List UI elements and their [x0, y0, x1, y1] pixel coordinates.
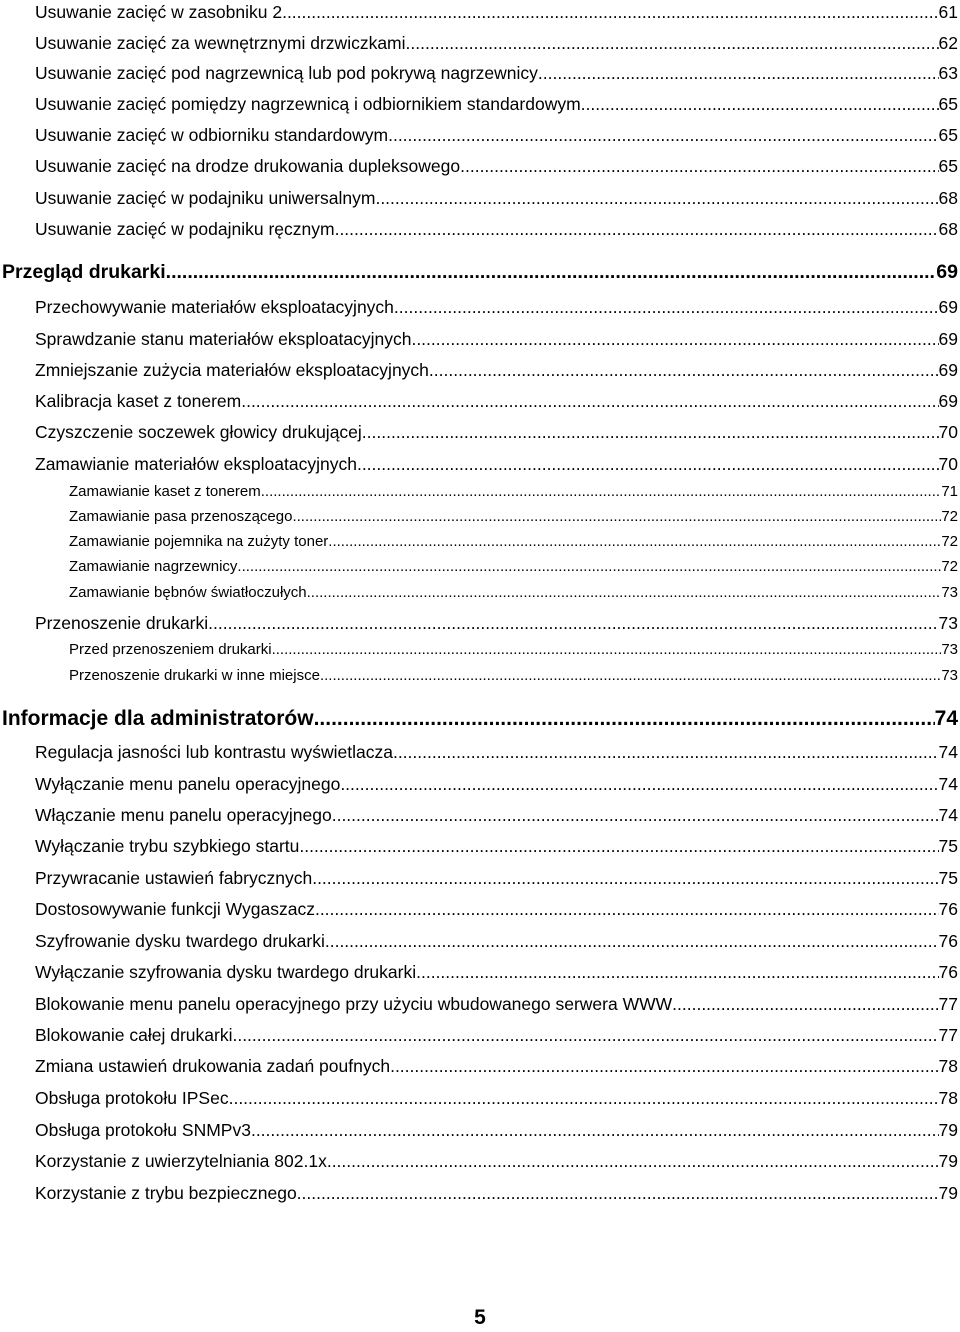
toc-dot-leader	[315, 898, 939, 920]
toc-dot-leader	[251, 1119, 939, 1141]
toc-entry-title: Zmniejszanie zużycia materiałów eksploatacyjnych	[35, 360, 429, 380]
toc-entry[interactable]	[0, 453, 958, 475]
toc-entry-page-number: 69	[938, 297, 958, 317]
toc-entry-title: Kalibracja kaset z tonerem	[35, 391, 242, 411]
toc-entry-page-number: 79	[938, 1151, 958, 1171]
toc-entry-title: Usuwanie zacięć na drodze drukowania dupleksowego	[35, 156, 461, 176]
toc-dot-leader	[166, 259, 937, 285]
toc-entry-page-number: 68	[938, 188, 958, 208]
toc-entry-page-number: 73	[938, 613, 958, 633]
toc-entry[interactable]	[0, 961, 958, 983]
toc-entry-page-number: 74	[938, 805, 958, 825]
toc-dot-leader	[416, 961, 938, 983]
toc-entry-page-number: 79	[938, 1183, 958, 1203]
toc-entry[interactable]	[0, 155, 958, 177]
toc-entry-page-number: 65	[938, 94, 958, 114]
toc-entry-page-number: 78	[938, 1088, 958, 1108]
toc-dot-leader	[390, 1055, 938, 1077]
toc-entry-title: Zamawianie bębnów światłoczułych	[69, 584, 307, 601]
toc-entry[interactable]	[0, 930, 958, 952]
toc-entry[interactable]	[0, 1, 958, 23]
toc-entry-title: Usuwanie zacięć za wewnętrznymi drzwiczkami	[35, 33, 406, 53]
toc-dot-leader	[241, 390, 938, 412]
toc-entry-title: Przegląd drukarki	[2, 261, 166, 283]
toc-entry[interactable]	[0, 867, 958, 889]
toc-dot-leader	[411, 328, 938, 350]
toc-entry-title: Zamawianie kaset z tonerem	[69, 483, 261, 500]
toc-entry-page-number: 68	[938, 219, 958, 239]
toc-entry-page-number: 70	[938, 422, 958, 442]
toc-entry-page-number: 70	[938, 454, 958, 474]
toc-entry-title: Przenoszenie drukarki	[35, 613, 209, 633]
toc-dot-leader	[362, 421, 939, 443]
toc-dot-leader	[332, 804, 939, 826]
toc-entry[interactable]	[0, 640, 958, 660]
toc-entry-page-number: 61	[938, 2, 958, 22]
toc-entry-title: Korzystanie z uwierzytelniania 802.1x	[35, 1151, 327, 1171]
toc-entry-title: Czyszczenie soczewek głowicy drukującej	[35, 422, 362, 442]
toc-entry[interactable]	[0, 218, 958, 240]
toc-entry-title: Usuwanie zacięć w zasobniku 2	[35, 2, 283, 22]
toc-entry-title: Korzystanie z trybu bezpiecznego	[35, 1183, 297, 1203]
toc-entry[interactable]	[0, 612, 958, 634]
toc-entry-title: Zamawianie pasa przenoszącego	[69, 508, 293, 525]
toc-entry-page-number: 69	[938, 391, 958, 411]
toc-entry-title: Wyłączanie trybu szybkiego startu	[35, 836, 300, 856]
toc-entry-page-number: 73	[941, 584, 958, 601]
toc-entry-page-number: 75	[938, 836, 958, 856]
toc-entry-title: Przed przenoszeniem drukarki	[69, 641, 272, 658]
toc-entry-title: Obsługa protokołu SNMPv3	[35, 1120, 251, 1140]
toc-entry-page-number: 73	[941, 667, 958, 684]
toc-entry[interactable]	[0, 421, 958, 443]
toc-entry[interactable]	[0, 1119, 958, 1141]
toc-entry-page-number: 74	[938, 774, 958, 794]
toc-entry-title: Szyfrowanie dysku twardego drukarki	[35, 931, 325, 951]
toc-entry-page-number: 76	[938, 962, 958, 982]
toc-entry-page-number: 72	[941, 558, 958, 575]
toc-entry[interactable]	[0, 835, 958, 857]
toc-entry[interactable]	[0, 773, 958, 795]
toc-entry-title: Włączanie menu panelu operacyjnego	[35, 805, 332, 825]
toc-dot-leader	[314, 705, 935, 733]
toc-entry[interactable]	[0, 482, 958, 502]
toc-entry[interactable]	[0, 32, 958, 54]
toc-entry[interactable]	[0, 804, 958, 826]
toc-entry[interactable]	[0, 62, 958, 84]
toc-entry[interactable]	[0, 1055, 958, 1077]
toc-entry[interactable]	[0, 359, 958, 381]
toc-dot-leader	[261, 482, 942, 502]
toc-entry-title: Zamawianie pojemnika na zużyty toner	[69, 533, 329, 550]
toc-entry-page-number: 63	[938, 63, 958, 83]
toc-entry-title: Sprawdzanie stanu materiałów eksploatacyjnych	[35, 329, 412, 349]
toc-entry[interactable]	[0, 259, 958, 285]
toc-dot-leader	[672, 993, 938, 1015]
toc-entry[interactable]	[0, 1150, 958, 1172]
toc-entry-page-number: 72	[941, 533, 958, 550]
toc-dot-leader	[208, 612, 938, 634]
toc-entry-title: Regulacja jasności lub kontrastu wyświetlacza	[35, 742, 393, 762]
toc-dot-leader	[282, 1, 938, 23]
toc-entry-page-number: 79	[938, 1120, 958, 1140]
toc-dot-leader	[320, 666, 941, 686]
toc-dot-leader	[232, 1024, 938, 1046]
toc-dot-leader	[357, 453, 939, 475]
toc-dot-leader	[327, 1150, 939, 1172]
toc-entry-page-number: 76	[938, 931, 958, 951]
toc-entry-title: Przenoszenie drukarki w inne miejsce	[69, 667, 320, 684]
toc-dot-leader	[237, 557, 941, 577]
toc-entry[interactable]	[0, 93, 958, 115]
toc-entry-title: Usuwanie zacięć w podajniku uniwersalnym	[35, 188, 376, 208]
toc-dot-leader	[297, 1182, 939, 1204]
toc-entry[interactable]	[0, 390, 958, 412]
toc-entry-page-number: 77	[938, 994, 958, 1014]
toc-dot-leader	[292, 507, 941, 527]
toc-entry-title: Przywracanie ustawień fabrycznych	[35, 868, 313, 888]
toc-dot-leader	[299, 835, 938, 857]
toc-entry-page-number: 78	[938, 1056, 958, 1076]
toc-entry-title: Przechowywanie materiałów eksploatacyjnych	[35, 297, 394, 317]
toc-entry[interactable]	[0, 898, 958, 920]
toc-entry[interactable]	[0, 328, 958, 350]
toc-entry-page-number: 69	[938, 329, 958, 349]
toc-entry-title: Zmiana ustawień drukowania zadań poufnych	[35, 1056, 391, 1076]
toc-entry-page-number: 76	[938, 899, 958, 919]
toc-entry-title: Obsługa protokołu IPSec	[35, 1088, 229, 1108]
toc-entry-page-number: 74	[938, 742, 958, 762]
toc-dot-leader	[325, 930, 939, 952]
toc-entry-page-number: 69	[938, 360, 958, 380]
page-number: 5	[474, 1306, 486, 1329]
toc-dot-leader	[538, 62, 939, 84]
toc-dot-leader	[272, 640, 942, 660]
toc-dot-leader	[394, 296, 939, 318]
toc-entry-title: Usuwanie zacięć pomiędzy nagrzewnicą i odbiornikiem standardowym	[35, 94, 581, 114]
toc-entry-title: Informacje dla administratorów	[2, 707, 314, 730]
toc-dot-leader	[375, 187, 938, 209]
toc-entry-title: Usuwanie zacięć w podajniku ręcznym	[35, 219, 335, 239]
toc-dot-leader	[388, 124, 938, 146]
toc-entry-page-number: 65	[938, 125, 958, 145]
toc-dot-leader	[335, 218, 939, 240]
toc-entry-page-number: 72	[941, 508, 958, 525]
toc-entry[interactable]	[0, 666, 958, 686]
toc-entry-title: Wyłączanie szyfrowania dysku twardego drukarki	[35, 962, 417, 982]
toc-entry-page-number: 74	[934, 707, 958, 730]
toc-entry[interactable]	[0, 187, 958, 209]
toc-entry-title: Blokowanie menu panelu operacyjnego przy użyciu wbudowanego serwera WWW	[35, 994, 673, 1014]
toc-dot-leader	[312, 867, 938, 889]
toc-entry-page-number: 75	[938, 868, 958, 888]
toc-entry-page-number: 69	[936, 261, 958, 283]
toc-entry[interactable]	[0, 993, 958, 1015]
toc-dot-leader	[307, 583, 942, 603]
toc-dot-leader	[581, 93, 939, 115]
toc-entry[interactable]	[0, 1182, 958, 1204]
toc-entry-page-number: 62	[938, 33, 958, 53]
toc-entry[interactable]	[0, 705, 958, 733]
toc-entry-title: Zamawianie nagrzewnicy	[69, 558, 238, 575]
toc-dot-leader	[429, 359, 939, 381]
toc-entry-title: Dostosowywanie funkcji Wygaszacz	[35, 899, 315, 919]
toc-entry-title: Blokowanie całej drukarki	[35, 1025, 233, 1045]
toc-entry[interactable]	[0, 532, 958, 552]
toc-entry[interactable]	[0, 1087, 958, 1109]
toc-entry[interactable]	[0, 557, 958, 577]
toc-entry-page-number: 77	[938, 1025, 958, 1045]
toc-entry[interactable]	[0, 296, 958, 318]
toc-dot-leader	[229, 1087, 939, 1109]
toc-entry-page-number: 73	[941, 641, 958, 658]
toc-entry[interactable]	[0, 124, 958, 146]
toc-entry[interactable]	[0, 507, 958, 527]
toc-entry-title: Zamawianie materiałów eksploatacyjnych	[35, 454, 357, 474]
toc-entry[interactable]	[0, 583, 958, 603]
toc-entry-title: Usuwanie zacięć pod nagrzewnicą lub pod pokrywą nagrzewnicy	[35, 63, 538, 83]
toc-dot-leader	[460, 155, 938, 177]
toc-dot-leader	[328, 532, 941, 552]
toc-dot-leader	[393, 741, 939, 763]
toc-entry-title: Usuwanie zacięć w odbiorniku standardowym	[35, 125, 389, 145]
toc-entry-page-number: 65	[938, 156, 958, 176]
toc-entry-title: Wyłączanie menu panelu operacyjnego	[35, 774, 341, 794]
toc-dot-leader	[340, 773, 938, 795]
toc-entry[interactable]	[0, 1024, 958, 1046]
toc-entry-page-number: 71	[941, 483, 958, 500]
toc-entry[interactable]	[0, 741, 958, 763]
toc-dot-leader	[406, 32, 939, 54]
